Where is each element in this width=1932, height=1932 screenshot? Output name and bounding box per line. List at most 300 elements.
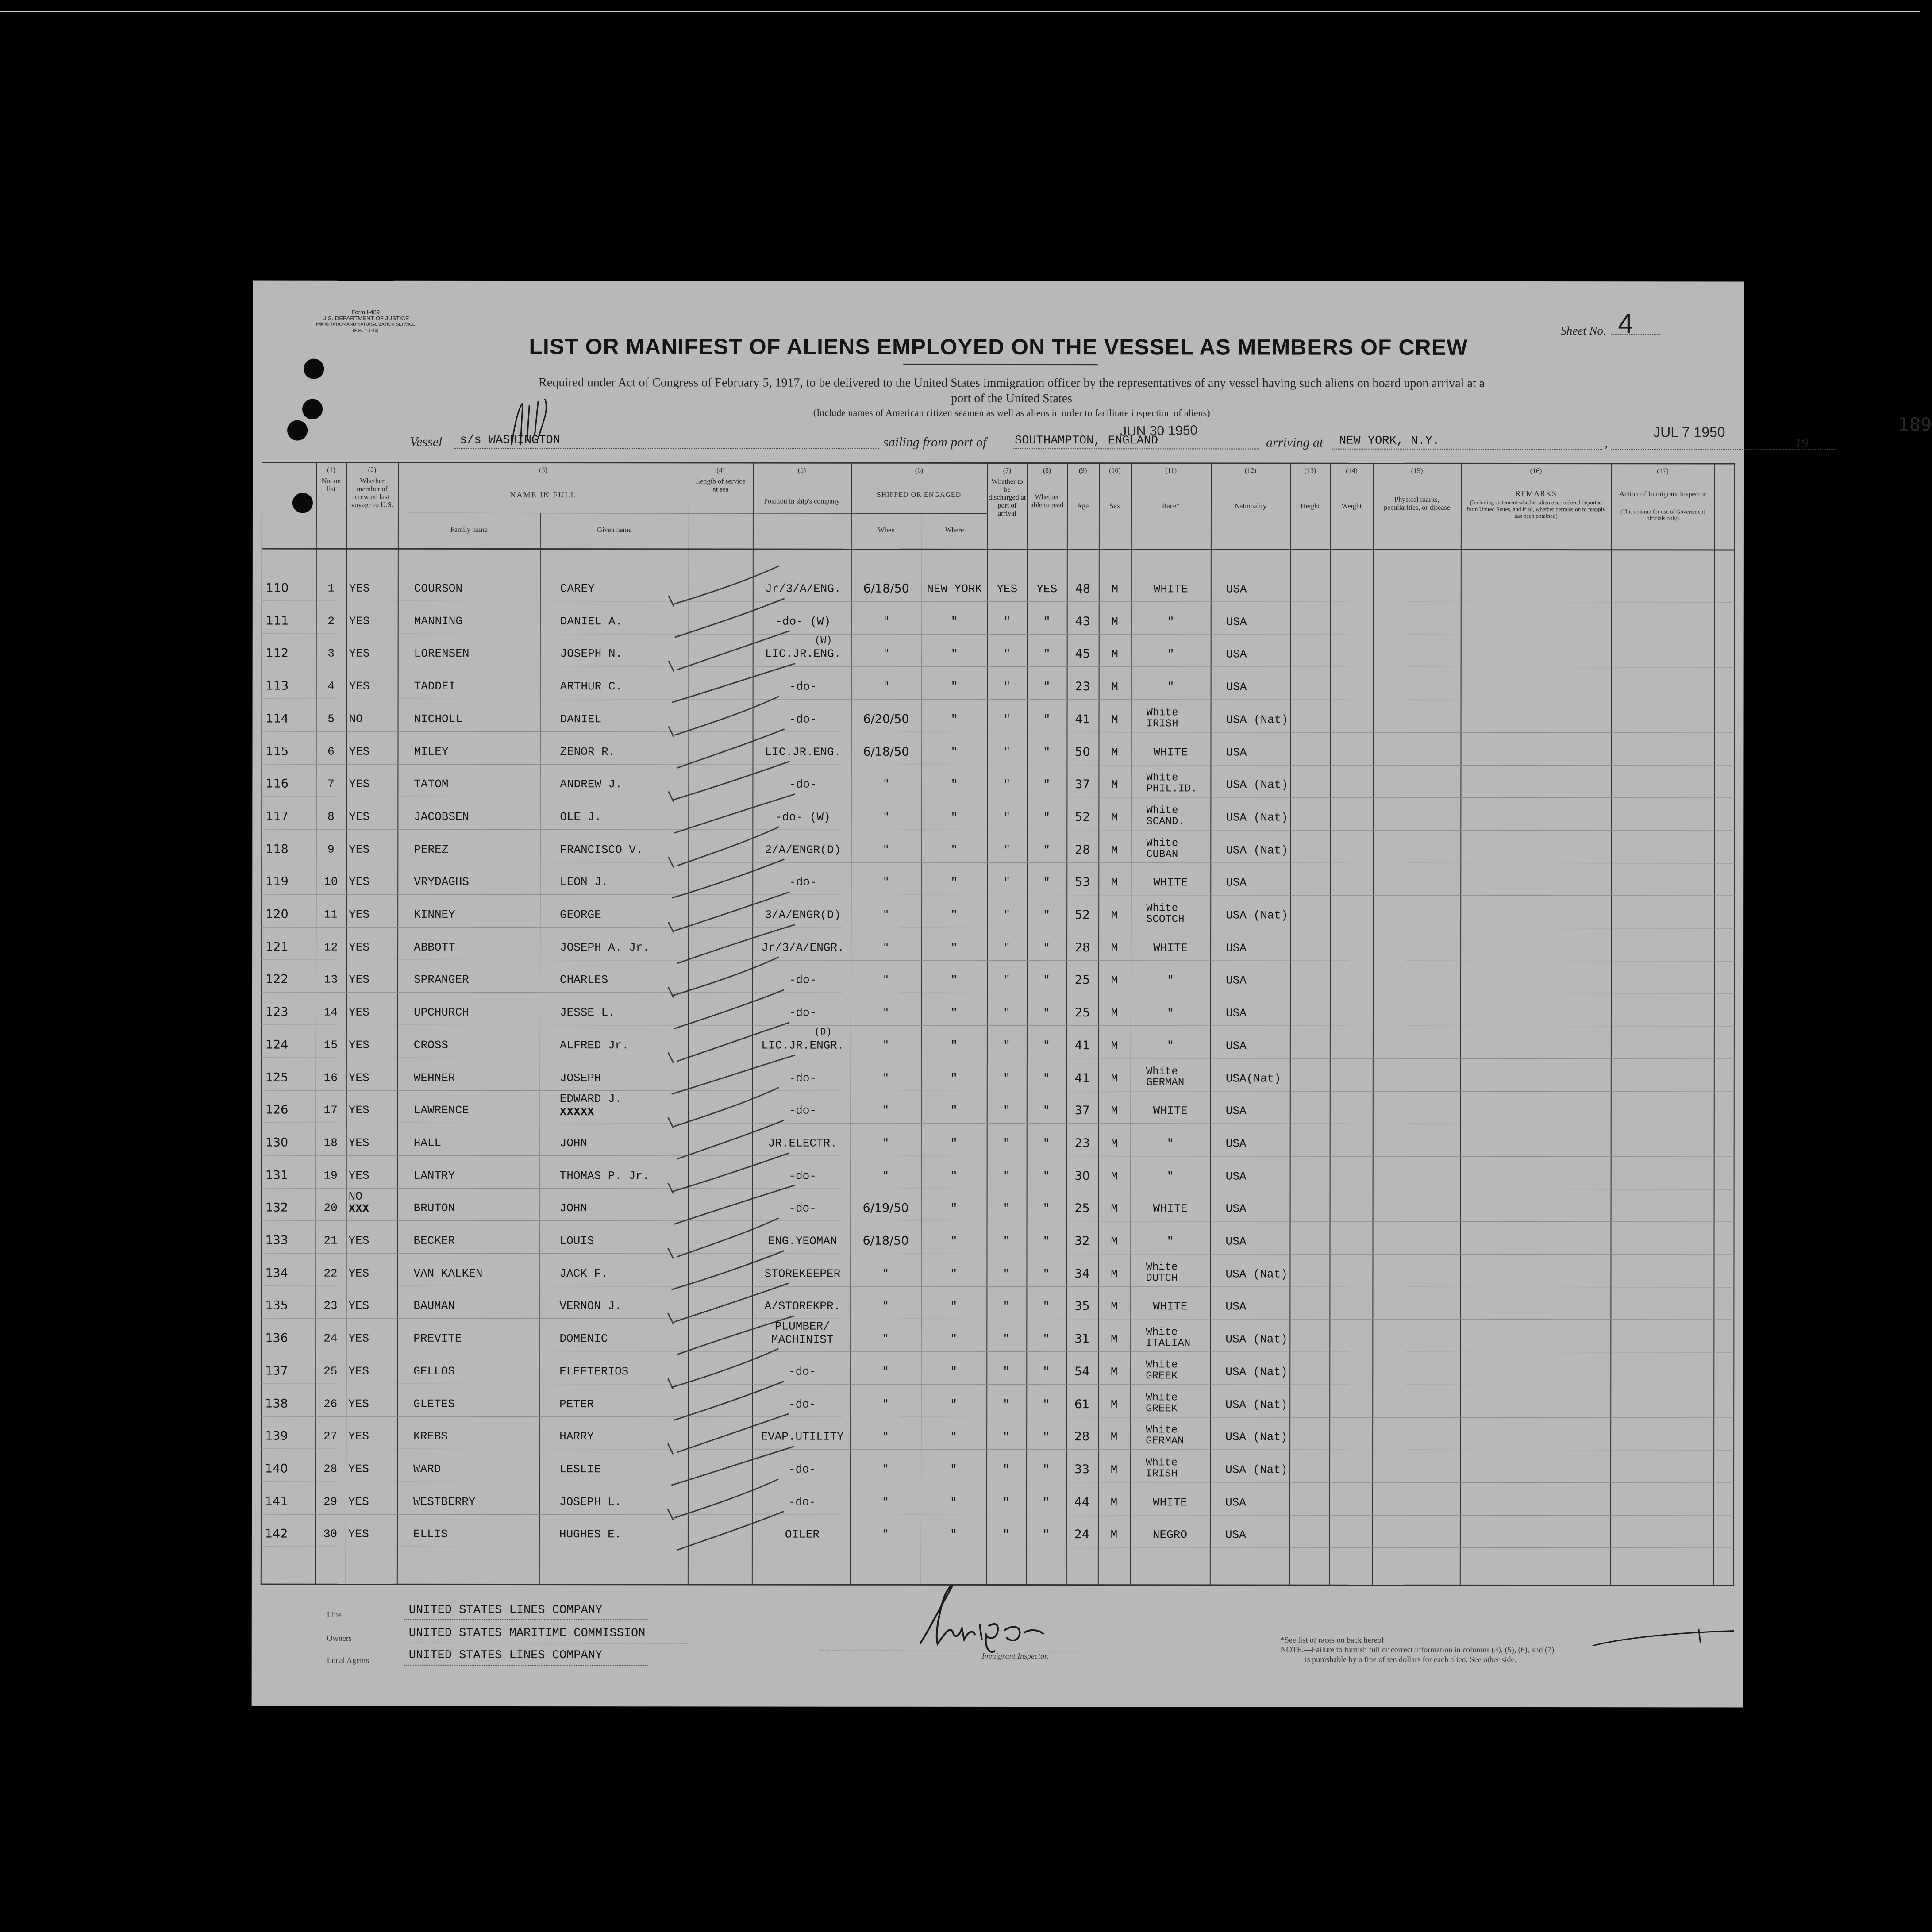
list-number: 16 [323, 1071, 338, 1085]
last-voyage: YES [349, 777, 370, 791]
check-tick [668, 1117, 674, 1128]
col-11-number: (11) [1165, 467, 1177, 475]
nationality: USA [1225, 1496, 1246, 1509]
age: 33 [1074, 1462, 1090, 1477]
discharged: " [1003, 680, 1011, 694]
list-number: 29 [323, 1495, 338, 1509]
family-name: BRUTON [413, 1201, 455, 1215]
family-name: CROSS [413, 1038, 448, 1052]
age: 41 [1074, 1071, 1090, 1085]
able-to-read: " [1043, 746, 1051, 759]
family-name: JACOBSEN [414, 810, 470, 824]
race [1146, 1359, 1210, 1382]
row-rule [261, 1090, 1735, 1092]
last-voyage: YES [349, 810, 370, 824]
able-to-read: YES [1036, 582, 1058, 596]
row-rule [261, 829, 1735, 831]
margin-number: 110 [266, 581, 289, 595]
age: 37 [1075, 777, 1090, 792]
sex: M [1110, 1496, 1118, 1509]
discharged: " [1003, 1039, 1010, 1053]
last-voyage: YES [349, 875, 370, 889]
race [1147, 616, 1211, 628]
check-stroke [677, 1413, 789, 1452]
row-rule [261, 862, 1735, 864]
check-tick [669, 661, 674, 671]
race-line-2: SCAND. [1146, 816, 1185, 828]
last-voyage: YES [349, 679, 370, 693]
position: -do- [789, 1201, 816, 1215]
footer-pen-stroke [1588, 1624, 1739, 1651]
family-name: TADDEI [414, 679, 456, 693]
race-line-1: WHITE [1153, 1300, 1188, 1313]
shipped-where: " [951, 680, 958, 693]
position: -do- [789, 973, 817, 987]
race [1146, 974, 1210, 986]
margin-number: 125 [265, 1070, 289, 1085]
list-number: 3 [327, 647, 335, 660]
list-number: 19 [323, 1169, 338, 1182]
inspector-signature [911, 1578, 1062, 1657]
race-line-1: " [1167, 1006, 1174, 1020]
nationality: USA [1225, 1039, 1247, 1053]
race-line-1: White [1146, 1392, 1178, 1404]
shipped-when: " [882, 1495, 889, 1509]
family-name: WEHNER [413, 1071, 455, 1085]
shipped-when: " [883, 679, 889, 693]
sex: M [1111, 941, 1118, 955]
last-voyage: YES [349, 647, 370, 660]
shipped-when: " [882, 1397, 889, 1411]
given-name: HUGHES E. [559, 1528, 622, 1541]
check-stroke [675, 696, 779, 735]
sex: M [1111, 1104, 1118, 1118]
race-line-2: DUTCH [1146, 1272, 1178, 1285]
row-rule [261, 1318, 1734, 1320]
sheet-number-line [1611, 334, 1660, 335]
sex: M [1110, 1463, 1118, 1477]
race-line-1: White [1146, 1359, 1178, 1371]
last-voyage: YES [349, 745, 370, 758]
given-name: ARTHUR C. [560, 680, 623, 693]
able-to-read: " [1043, 1332, 1050, 1346]
row-rule [261, 1220, 1735, 1222]
able-to-read: " [1043, 843, 1051, 857]
last-voyage: YES [348, 1462, 369, 1476]
nationality: USA (Nat) [1226, 908, 1288, 922]
family-name: KINNEY [414, 908, 455, 921]
age: 25 [1074, 973, 1090, 987]
shipped-where: " [950, 1495, 957, 1509]
list-number: 20 [323, 1201, 338, 1215]
list-number: 11 [324, 908, 338, 921]
position: -do- [788, 1495, 816, 1509]
margin-number: 140 [265, 1462, 288, 1476]
row-rule [261, 1547, 1734, 1548]
margin-number: 138 [265, 1397, 288, 1411]
sex: M [1111, 713, 1118, 727]
able-to-read: " [1043, 1496, 1050, 1509]
shipped-where: " [951, 1006, 958, 1020]
given-name: OLE J. [560, 810, 601, 824]
given-name: CHARLES [560, 973, 608, 987]
sex: M [1111, 843, 1118, 857]
check-tick [669, 596, 674, 606]
shipped-where: " [951, 875, 958, 889]
position: -do- [789, 1365, 816, 1378]
given-name: JOSEPH L. [559, 1495, 622, 1509]
race [1146, 1327, 1210, 1349]
port-from-line [1012, 448, 1259, 449]
row-rule [261, 960, 1735, 962]
shipped-where: " [950, 1104, 958, 1117]
race-line-1: White [1146, 804, 1178, 817]
margin-number: 136 [265, 1331, 288, 1345]
nationality: USA [1225, 1528, 1246, 1542]
sex: M [1110, 1365, 1118, 1379]
check-tick [668, 791, 674, 802]
shipped-when: " [883, 777, 889, 791]
given-name: PETER [559, 1397, 594, 1411]
sex: M [1111, 1039, 1118, 1053]
position: -do- [789, 875, 817, 889]
age: 54 [1074, 1365, 1090, 1379]
position: -do- [788, 1397, 816, 1411]
col-17-subheader: (This column for use of Government officials only) [1620, 508, 1705, 522]
list-number: 9 [327, 843, 335, 856]
discharged: " [1003, 1170, 1010, 1183]
list-number: 26 [323, 1397, 338, 1411]
owners-label: Owners [327, 1633, 352, 1643]
subtitle-act: Required under Act of Congress of February 5, 1917, to be delivered to the United States immigration officer by the representatives of any vessel having such aliens on board upon arrival at a [539, 376, 1485, 390]
check-stroke [677, 827, 779, 866]
sex: M [1111, 746, 1118, 759]
shipped-when: " [883, 1071, 889, 1085]
list-number: 18 [323, 1136, 338, 1150]
discharged: " [1003, 1332, 1010, 1346]
check-stroke [677, 1511, 784, 1550]
shipped-when: " [883, 810, 889, 824]
able-to-read: " [1043, 1365, 1050, 1379]
race [1147, 583, 1211, 595]
shipped-where: " [950, 1397, 958, 1411]
form-number: Form I-489 [351, 308, 380, 316]
check-stroke [672, 566, 779, 604]
col-15-header: Physical marks, peculiarities, or disease [1384, 496, 1450, 512]
shipped-where: " [950, 1267, 958, 1281]
shipped-when: 6/19/50 [862, 1201, 909, 1215]
nationality: USA [1226, 941, 1247, 955]
shipped-when: " [883, 1299, 889, 1313]
check-tick [668, 1443, 673, 1454]
sex: M [1111, 974, 1118, 987]
check-stroke [674, 989, 784, 1028]
race [1146, 1300, 1210, 1312]
able-to-read: " [1043, 713, 1051, 727]
nationality: USA (Nat) [1225, 1365, 1288, 1379]
age: 50 [1075, 745, 1090, 759]
punch-hole [287, 420, 308, 441]
col-16-header: REMARKS [1515, 489, 1557, 498]
check-tick [668, 1052, 674, 1063]
row-rule [261, 992, 1735, 994]
check-stroke [672, 1153, 789, 1192]
shipped-when: " [883, 1038, 889, 1052]
race [1146, 838, 1210, 860]
margin-number: 126 [265, 1103, 289, 1117]
margin-number: 134 [265, 1266, 289, 1280]
col-3b-header: Given name [597, 526, 632, 534]
able-to-read: " [1043, 1006, 1050, 1020]
able-to-read: " [1043, 811, 1051, 824]
position: LIC.JR.ENG. [765, 745, 841, 759]
given-name: CAREY [560, 582, 595, 596]
col-16-subheader: (Including statement whether alien ever ordered deported from United States, and if so, whether permission to reapply has been obtained) [1466, 499, 1605, 520]
check-marks [646, 537, 832, 1582]
shipped-where: " [951, 908, 958, 922]
check-tick [668, 1509, 673, 1520]
race [1146, 1262, 1210, 1284]
age: 25 [1074, 1201, 1090, 1216]
margin-number: 114 [266, 712, 289, 726]
shipped-where: " [950, 1332, 958, 1346]
nationality: USA [1225, 1300, 1247, 1313]
sex: M [1110, 1398, 1118, 1412]
page-number: 189 [1898, 414, 1932, 435]
age: 41 [1074, 1039, 1090, 1053]
row-rule [262, 634, 1735, 635]
shipped-when: 6/18/50 [863, 581, 909, 596]
given-name: JOHN [559, 1201, 588, 1215]
able-to-read: " [1043, 974, 1050, 987]
race [1146, 1528, 1210, 1541]
race-line-1: White [1146, 1066, 1178, 1078]
margin-number: 141 [265, 1494, 288, 1509]
family-name: ABBOTT [414, 940, 455, 954]
last-voyage: NO [348, 1189, 362, 1203]
header-subrule-shipped [851, 513, 987, 514]
race-line-1: " [1166, 1170, 1174, 1183]
race-line-1: White [1146, 1261, 1178, 1274]
race [1146, 903, 1210, 925]
col-17-header: Action of Immigrant Inspector [1619, 490, 1706, 498]
list-number: 17 [323, 1103, 338, 1117]
row-rule [261, 1286, 1734, 1288]
race-line-1: " [1167, 680, 1174, 694]
sex: M [1111, 778, 1118, 792]
check-stroke [672, 957, 779, 996]
race-line-1: WHITE [1152, 1496, 1188, 1509]
able-to-read: " [1043, 1137, 1050, 1151]
agents-underline [404, 1665, 648, 1666]
row-rule [261, 1514, 1734, 1516]
shipped-when: " [883, 1169, 889, 1183]
discharged: " [1003, 974, 1010, 987]
last-voyage: YES [349, 973, 369, 986]
shipped-when: 6/20/50 [863, 712, 909, 726]
shipped-where: " [950, 1201, 958, 1215]
family-name: GLETES [413, 1397, 455, 1411]
shipped-when: " [883, 1266, 889, 1281]
shipped-where: " [951, 647, 958, 661]
nationality: USA [1226, 647, 1247, 661]
position: -do- (W) [775, 810, 831, 824]
owners-company: UNITED STATES MARITIME COMMISSION [408, 1626, 646, 1640]
margin-number: 121 [266, 940, 289, 954]
shipped-when: " [883, 1364, 889, 1378]
shipped-where: NEW YORK [927, 582, 982, 596]
vessel-name: s/s WASHINGTON [460, 433, 560, 447]
col-11-header: Race* [1162, 502, 1180, 510]
sex: M [1111, 1072, 1118, 1085]
check-stroke [671, 1348, 778, 1387]
able-to-read: " [1043, 1039, 1050, 1053]
given-name: FRANCISCO V. [560, 843, 643, 857]
able-to-read: " [1043, 1398, 1050, 1412]
position: -do- [789, 680, 817, 693]
table-top-border [262, 462, 1735, 465]
title-underline [903, 364, 1098, 365]
able-to-read: " [1043, 680, 1051, 694]
check-stroke [671, 1251, 784, 1289]
service-name: IMMIGRATION AND NATURALIZATION SERVICE [316, 322, 416, 327]
family-name: ELLIS [413, 1527, 448, 1541]
nationality: USA [1225, 1202, 1247, 1216]
sex: M [1111, 1202, 1118, 1216]
given-name: GEORGE [560, 908, 601, 922]
row-rule [262, 699, 1735, 700]
nationality: USA (Nat) [1225, 1332, 1288, 1346]
race-line-1: White [1146, 1424, 1178, 1436]
list-number: 10 [324, 875, 338, 889]
able-to-read: " [1043, 1170, 1050, 1183]
margin-number: 133 [265, 1233, 289, 1247]
race [1146, 876, 1210, 889]
check-stroke [672, 663, 795, 702]
row-rule [261, 1449, 1734, 1451]
nationality: USA [1226, 746, 1247, 759]
col-12-header: Nationality [1234, 502, 1266, 510]
given-name: JOHN [559, 1136, 588, 1150]
check-stroke [677, 729, 784, 768]
list-number: 2 [327, 614, 335, 628]
discharged: " [1003, 1365, 1010, 1379]
given-name: THOMAS P. Jr. [559, 1169, 650, 1183]
position: PLUMBER/ [774, 1320, 830, 1333]
position: EVAP.UTILITY [761, 1430, 844, 1443]
able-to-read: " [1043, 647, 1051, 661]
check-tick [668, 857, 674, 867]
row-rule [261, 1025, 1735, 1027]
row-rule [261, 1188, 1735, 1190]
shipped-where: " [950, 1365, 958, 1378]
check-stroke [677, 1120, 784, 1159]
row-rule [261, 764, 1735, 766]
able-to-read: " [1043, 941, 1050, 955]
race-line-2: IRISH [1146, 718, 1178, 730]
last-voyage: YES [349, 908, 369, 921]
able-to-read: " [1043, 1235, 1050, 1248]
shipped-where: " [950, 1234, 958, 1248]
position: -do- [789, 712, 817, 726]
age: 32 [1074, 1234, 1090, 1248]
race-line-1: WHITE [1153, 746, 1188, 759]
family-name: COURSON [414, 581, 463, 595]
col-7-header: Whether to be discharged at port of arrival [988, 477, 1026, 518]
margin-number: 116 [266, 777, 289, 791]
given-name: LEON J. [560, 875, 608, 889]
row-rule [261, 927, 1735, 929]
age: 37 [1074, 1104, 1090, 1118]
col-5-number: (5) [797, 466, 806, 474]
family-name: NICHOLL [414, 712, 462, 726]
given-name: EDWARD J. [559, 1092, 622, 1106]
family-name: SPRANGER [414, 973, 469, 986]
check-stroke [677, 631, 790, 670]
age: 34 [1074, 1267, 1090, 1281]
family-name: GELLOS [413, 1364, 455, 1378]
sheet-label: Sheet No. [1560, 324, 1606, 338]
races-note: *See list of races on back hereof. [1280, 1635, 1386, 1644]
family-name: PEREZ [414, 843, 449, 856]
check-tick [668, 1313, 673, 1324]
check-stroke [674, 1381, 784, 1420]
shipped-where: " [951, 712, 958, 726]
given-name: DOMENIC [559, 1332, 608, 1346]
margin-number: 119 [266, 874, 289, 889]
position: -do- [789, 1006, 817, 1020]
list-number: 15 [323, 1038, 338, 1052]
position: JR.ELECTR. [768, 1136, 837, 1150]
discharged: " [1003, 1006, 1010, 1020]
col-10-header: Sex [1109, 502, 1120, 510]
port-to: NEW YORK, N.Y. [1339, 434, 1439, 448]
list-number: 8 [327, 810, 335, 824]
page-title: LIST OR MANIFEST OF ALIENS EMPLOYED ON THE VESSEL AS MEMBERS OF CREW [529, 334, 1468, 360]
shipped-when: 6/18/50 [862, 1234, 909, 1248]
last-voyage: YES [348, 1038, 369, 1052]
last-voyage: YES [348, 1397, 369, 1411]
race-line-1: WHITE [1153, 1104, 1188, 1118]
race [1146, 1457, 1210, 1479]
nationality: USA [1226, 876, 1247, 889]
list-number: 7 [327, 777, 335, 791]
shipped-when: " [882, 1462, 889, 1476]
nationality: USA (Nat) [1226, 778, 1288, 792]
discharged: " [1003, 778, 1011, 792]
nationality: USA [1225, 1104, 1247, 1118]
race [1146, 1202, 1210, 1215]
list-number: 4 [327, 679, 335, 693]
inspector-label: Immigrant Inspector. [981, 1651, 1049, 1661]
shipped-where: " [951, 973, 958, 987]
sex: M [1111, 680, 1118, 694]
list-number: 23 [323, 1299, 338, 1312]
check-stroke [671, 1446, 794, 1485]
sex: M [1111, 647, 1118, 661]
age: 61 [1074, 1397, 1090, 1412]
subtitle-port: port of the United States [951, 391, 1073, 406]
col-6b-header: Where [945, 526, 964, 534]
race-line-1: WHITE [1153, 1202, 1188, 1216]
col-3a-header: Family name [450, 526, 488, 534]
row-rule [262, 601, 1735, 603]
race-line-1: White [1146, 772, 1178, 784]
shipped-when: " [883, 1136, 889, 1150]
race-line-1: " [1166, 1137, 1174, 1151]
given-name: DANIEL A. [560, 615, 623, 628]
family-name: VRYDAGHS [414, 875, 470, 889]
